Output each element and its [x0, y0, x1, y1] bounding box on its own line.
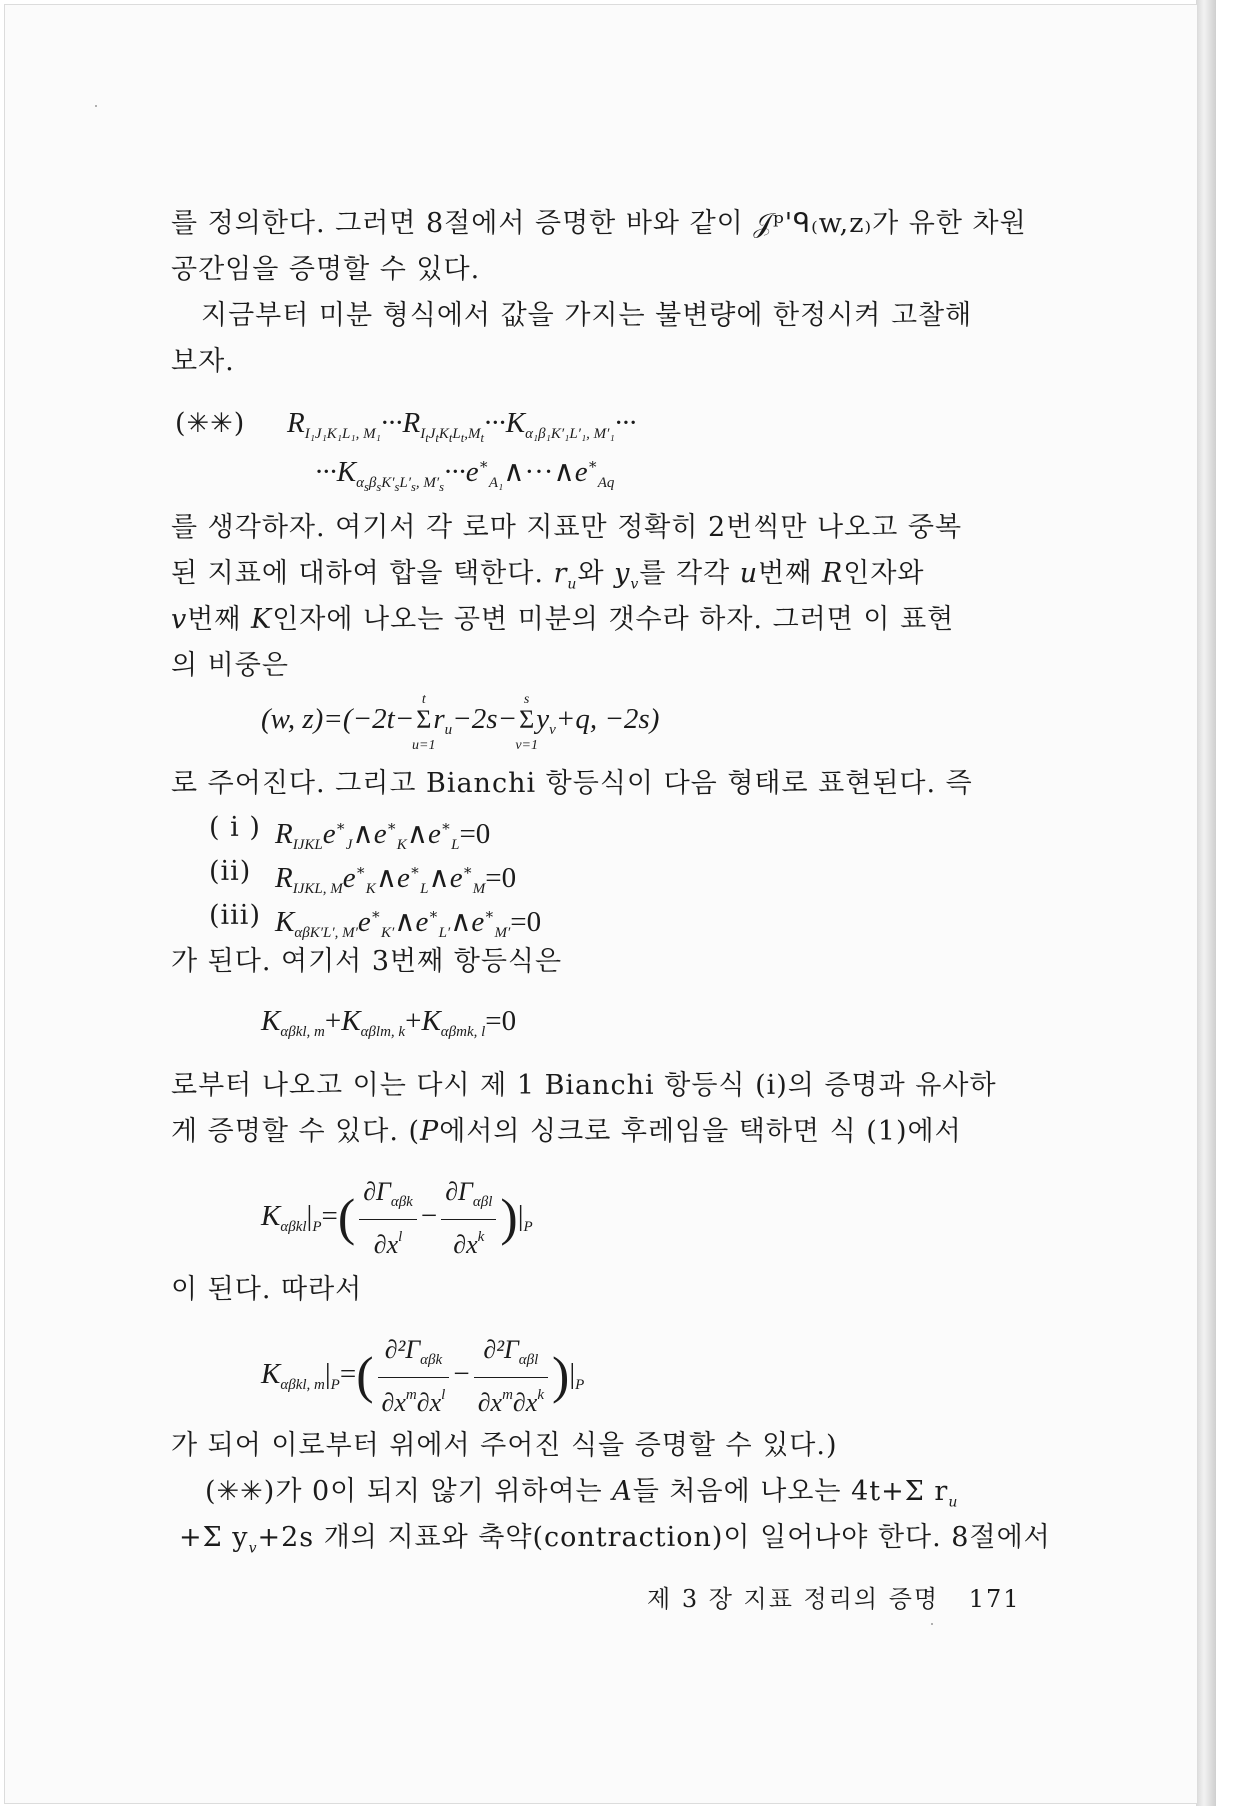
- text-line: [171, 603, 954, 637]
- equation-star-star-line1: $R_{I_1J_1K_1L_1, M_1}\cdot\cdot\cdot R_{I_tJ_tK_tL_t,M_t}\cdot\cdot\cdot K_{\alpha_1\beta_1K'_1L'_1, M'_1}\cdot\cdot\cdot$: [287, 407, 637, 445]
- text-line: 가 된다. 여기서 3번째 항등식은: [171, 946, 563, 977]
- text-run: 와: [577, 558, 605, 589]
- third-bianchi-expansion: $K_{\alpha\beta kl, m}+K_{\alpha\beta lm, k}+K_{\alpha\beta mk, l}=0$: [261, 1005, 517, 1040]
- book-page: [4, 4, 1198, 1804]
- text-run: 인자에 나오는 공변 미분의 갯수라 하자. 그러면 이 표현: [272, 604, 955, 635]
- list-item-label: (iii): [209, 900, 261, 931]
- math-symbol: K: [251, 604, 273, 635]
- chapter-title: 제 3 장 지표 정리의 증명: [647, 1585, 940, 1613]
- math-symbol: R: [821, 558, 844, 589]
- sum-upper: t: [421, 692, 426, 707]
- curvature-formula-2: $K_{\alpha\beta kl, m}|_P=$( $\frac{\partial^2\Gamma_{\alpha\beta k}}{\partial x^m\partial x^l}$ − $\frac{\partial^2\Gamma_{\alpha\beta l}}{\partial x^m\partial x^k}$ )$|_P$: [261, 1335, 585, 1417]
- text-run: +Σ y: [179, 1522, 249, 1553]
- sum-lower: u=1: [412, 738, 436, 753]
- math-run: −2s−: [452, 703, 518, 735]
- list-item-label: (ii): [209, 856, 252, 887]
- text-line: 이 된다. 따라서: [171, 1274, 363, 1305]
- fraction: $\frac{\partial\Gamma_{\alpha\beta l}}{\partial x^k}$: [441, 1177, 496, 1260]
- text-line: 의 비중은: [171, 650, 289, 681]
- text-run: +2s 개의 지표와 축약(contraction)이 일어나야 한다. 8절에서: [257, 1522, 1051, 1553]
- weight-equation: (w, z)=(−2t−Σ t u=1 $r_u-2s-\Sigma$ s v=1 $y_v+q$, −2s): [261, 701, 659, 748]
- summation-symbol: Σ t u=1: [416, 702, 431, 738]
- math-symbol: v: [171, 604, 188, 635]
- running-footer: [647, 1579, 1021, 1614]
- equation-label: (✳✳): [175, 408, 246, 439]
- text-line: [205, 1475, 958, 1519]
- math-symbol: u: [739, 558, 759, 589]
- math-symbol: u: [948, 1494, 959, 1511]
- text-run: 인자와: [843, 558, 925, 589]
- math-symbol: r: [553, 558, 568, 589]
- text-line: [171, 1115, 962, 1149]
- math-symbol: v: [630, 576, 640, 593]
- text-line: [179, 1521, 1051, 1565]
- page-shadow: [1196, 0, 1216, 1806]
- text-run: (✳✳)가 0이 되지 않기 위하여는: [205, 1476, 603, 1507]
- bianchi-identity-3: $K_{\alpha\beta K'L', M'}e^∗_{K'}\wedge e^∗_{L'}\wedge e^∗_{M'}=0$: [275, 906, 542, 941]
- math-symbol: P: [420, 1116, 440, 1147]
- text-run: 들 처음에 나오는 4t+Σ r: [632, 1476, 949, 1507]
- fraction: $\frac{\partial^2\Gamma_{\alpha\beta k}}{\partial x^m\partial x^l}$: [378, 1335, 450, 1418]
- math-symbol: v: [248, 1540, 258, 1557]
- text-run: 를 각각: [639, 558, 731, 589]
- equation-star-star-line2: $\cdot\cdot\cdot K_{\alpha_s\beta_sK'_sL'_s, M'_s}\cdot\cdot\cdot e^∗_{A_1}\wedge\cdot\cdot\cdot\wedge e^∗_{Aq}$: [315, 456, 615, 494]
- text-run: 번째: [758, 558, 813, 589]
- bianchi-identity-2: $R_{IJKL, M}e^∗_K\wedge e^∗_L\wedge e^∗_M=0$: [275, 862, 517, 897]
- text-line: 지금부터 미분 형식에서 값을 가지는 불변량에 한정시켜 고찰해: [201, 300, 973, 331]
- page-edge: [1216, 0, 1258, 1806]
- text-line: 로부터 나오고 이는 다시 제 1 Bianchi 항등식 (i)의 증명과 유사하: [171, 1070, 997, 1101]
- text-run: 번째: [187, 604, 242, 635]
- text-run: 된 지표에 대하여 합을 택한다.: [171, 558, 544, 589]
- summation-symbol: Σ s v=1: [519, 702, 534, 738]
- text-run: 에서의 싱크로 후레임을 택하면 식 (1)에서: [439, 1116, 962, 1147]
- scan-speck: [95, 105, 97, 107]
- math-run: (w, z)=(−2t−: [261, 703, 415, 735]
- text-line: 가 되어 이로부터 위에서 주어진 식을 증명할 수 있다.): [171, 1430, 838, 1461]
- text-line: 로 주어진다. 그리고 Bianchi 항등식이 다음 형태로 표현된다. 즉: [171, 768, 973, 799]
- scan-speck: [931, 1623, 933, 1625]
- sum-lower: v=1: [515, 738, 538, 753]
- math-symbol: u: [567, 576, 578, 593]
- math-symbol: A: [612, 1476, 633, 1507]
- text-line: 를 정의한다. 그러면 8절에서 증명한 바와 같이 𝒥ᵖ'ᑫ₍w,z₎가 유한 차원: [171, 208, 1027, 239]
- text-run: 게 증명할 수 있다. (: [171, 1116, 421, 1147]
- text-line: 보자.: [171, 346, 235, 377]
- list-item-label: ( i ): [209, 812, 261, 843]
- page-number: 171: [968, 1585, 1021, 1613]
- fraction: $\frac{\partial^2\Gamma_{\alpha\beta l}}{\partial x^m\partial x^k}$: [474, 1335, 548, 1418]
- curvature-formula-1: $K_{\alpha\beta kl}|_P=$( $\frac{\partial\Gamma_{\alpha\beta k}}{\partial x^l}$ − $\frac{\partial\Gamma_{\alpha\beta l}}{\partial x^k}$ )$|_P$: [261, 1177, 533, 1259]
- math-run: +q, −2s): [555, 703, 660, 735]
- fraction: $\frac{\partial\Gamma_{\alpha\beta k}}{\partial x^l}$: [359, 1177, 417, 1260]
- sum-upper: s: [523, 692, 530, 707]
- text-line: 공간임을 증명할 수 있다.: [171, 254, 481, 285]
- text-line: 를 생각하자. 여기서 각 로마 지표만 정확히 2번씩만 나오고 중복: [171, 512, 963, 543]
- bianchi-identity-1: $R_{IJKL}e^∗_J\wedge e^∗_K\wedge e^∗_L=0$: [275, 818, 491, 853]
- text-line: [171, 557, 925, 601]
- math-symbol: y: [614, 558, 631, 589]
